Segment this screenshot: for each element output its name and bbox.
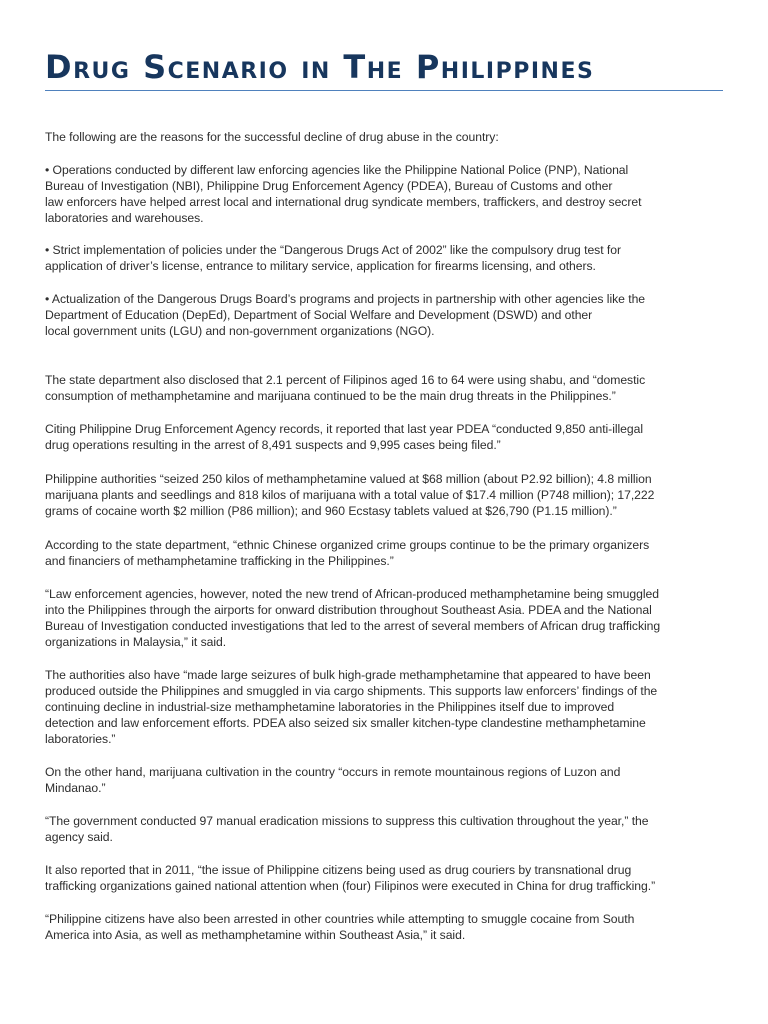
paragraph: [45, 764, 620, 796]
paragraph-line: local government units (LGU) and non-government organizations (NGO).: [45, 324, 435, 338]
paragraph-line: The state department also disclosed that 2.1 percent of Filipinos aged 16 to 64 were using shabu, and “domestic: [45, 373, 646, 387]
paragraph-line: and financiers of methamphetamine trafficking in the Philippines.”: [45, 554, 394, 568]
paragraph-line: • Actualization of the Dangerous Drugs Board’s programs and projects in partnership with other agencies like the: [45, 292, 646, 306]
paragraph-line: marijuana plants and seedlings and 818 kilos of marijuana with a total value of $17.4 million (P748 million); 17,222: [45, 488, 655, 502]
paragraph-line: laboratories.”: [45, 732, 116, 746]
paragraph-line: drug operations resulting in the arrest of 8,491 suspects and 9,995 cases being filed.”: [45, 438, 501, 452]
paragraph-line: application of driver’s license, entrance to military service, application for firearms licensing, and others.: [45, 259, 596, 273]
paragraph-line: The following are the reasons for the successful decline of drug abuse in the country:: [45, 130, 499, 144]
page-title: Drug Scenario in The Philippines: [45, 48, 595, 86]
paragraph-line: “Philippine citizens have also been arrested in other countries while attempting to smuggle cocaine from South: [45, 912, 635, 926]
paragraph: [45, 471, 654, 519]
paragraph-line: Bureau of Investigation (NBI), Philippine Drug Enforcement Agency (PDEA), Bureau of Customs and other: [45, 179, 613, 193]
paragraph: [45, 862, 655, 894]
paragraph-line: consumption of methamphetamine and marijuana continued to be the main drug threats in the Philippines.”: [45, 389, 616, 403]
paragraph-line: It also reported that in 2011, “the issue of Philippine citizens being used as drug couriers by transnational drug: [45, 863, 632, 877]
paragraph-line: grams of cocaine worth $2 million (P86 million); and 960 Ecstasy tablets valued at $26,790 (P1.15 million).”: [45, 504, 617, 518]
paragraph-line: laboratories and warehouses.: [45, 211, 204, 225]
paragraph-line: Mindanao.”: [45, 781, 106, 795]
paragraph: [45, 667, 657, 747]
document-page: [45, 0, 723, 942]
paragraph: [45, 291, 645, 339]
paragraph-line: into the Philippines through the airports for onward distribution throughout Southeast Asia. PDEA and the National: [45, 603, 652, 617]
paragraph-line: On the other hand, marijuana cultivation in the country “occurs in remote mountainous regions of Luzon and: [45, 765, 621, 779]
paragraph: [45, 421, 643, 453]
paragraph-line: produced outside the Philippines and smuggled in via cargo shipments. This supports law enforcers’ findings of the: [45, 684, 658, 698]
paragraph: [45, 162, 641, 226]
paragraph: [45, 537, 649, 569]
paragraph: [45, 813, 649, 845]
paragraph: [45, 242, 621, 274]
title-underline: [45, 90, 723, 91]
paragraph-line: Citing Philippine Drug Enforcement Agency records, it reported that last year PDEA “conducted 9,850 anti-illegal: [45, 422, 644, 436]
paragraph-line: Bureau of Investigation conducted investigations that led to the arrest of several members of African drug trafficking: [45, 619, 661, 633]
paragraph-line: Department of Education (DepEd), Department of Social Welfare and Development (DSWD) and other: [45, 308, 593, 322]
paragraph-line: The authorities also have “made large seizures of bulk high-grade methamphetamine that appeared to have been: [45, 668, 651, 682]
paragraph-line: According to the state department, “ethnic Chinese organized crime groups continue to be the primary organizers: [45, 538, 650, 552]
paragraph-line: “The government conducted 97 manual eradication missions to suppress this cultivation throughout the year,” the: [45, 814, 649, 828]
paragraph: [45, 372, 645, 404]
paragraph-line: America into Asia, as well as methamphetamine within Southeast Asia,” it said.: [45, 928, 466, 942]
paragraph-line: “Law enforcement agencies, however, noted the new trend of African-produced methamphetamine being smuggled: [45, 587, 659, 601]
paragraph-line: Philippine authorities “seized 250 kilos of methamphetamine valued at $68 million (about P2.92 billion); 4.8 million: [45, 472, 652, 486]
paragraph-line: trafficking organizations gained national attention when (four) Filipinos were executed in China for drug trafficking.”: [45, 879, 656, 893]
paragraph-line: continuing decline in industrial-size methamphetamine laboratories in the Philippines itself due to improved: [45, 700, 615, 714]
paragraph-line: • Strict implementation of policies under the “Dangerous Drugs Act of 2002” like the compulsory drug test for: [45, 243, 621, 257]
paragraph-line: organizations in Malaysia,” it said.: [45, 635, 227, 649]
paragraph: [45, 129, 499, 145]
paragraph-line: law enforcers have helped arrest local and international drug syndicate members, traffickers, and destroy secret: [45, 195, 642, 209]
paragraph-line: • Operations conducted by different law enforcing agencies like the Philippine National Police (PNP), National: [45, 163, 629, 177]
paragraph-line: agency said.: [45, 830, 113, 844]
paragraph-line: detection and law enforcement efforts. PDEA also seized six smaller kitchen-type clandestine methamphetamine: [45, 716, 646, 730]
paragraph: [45, 586, 660, 650]
paragraph: [45, 911, 634, 943]
